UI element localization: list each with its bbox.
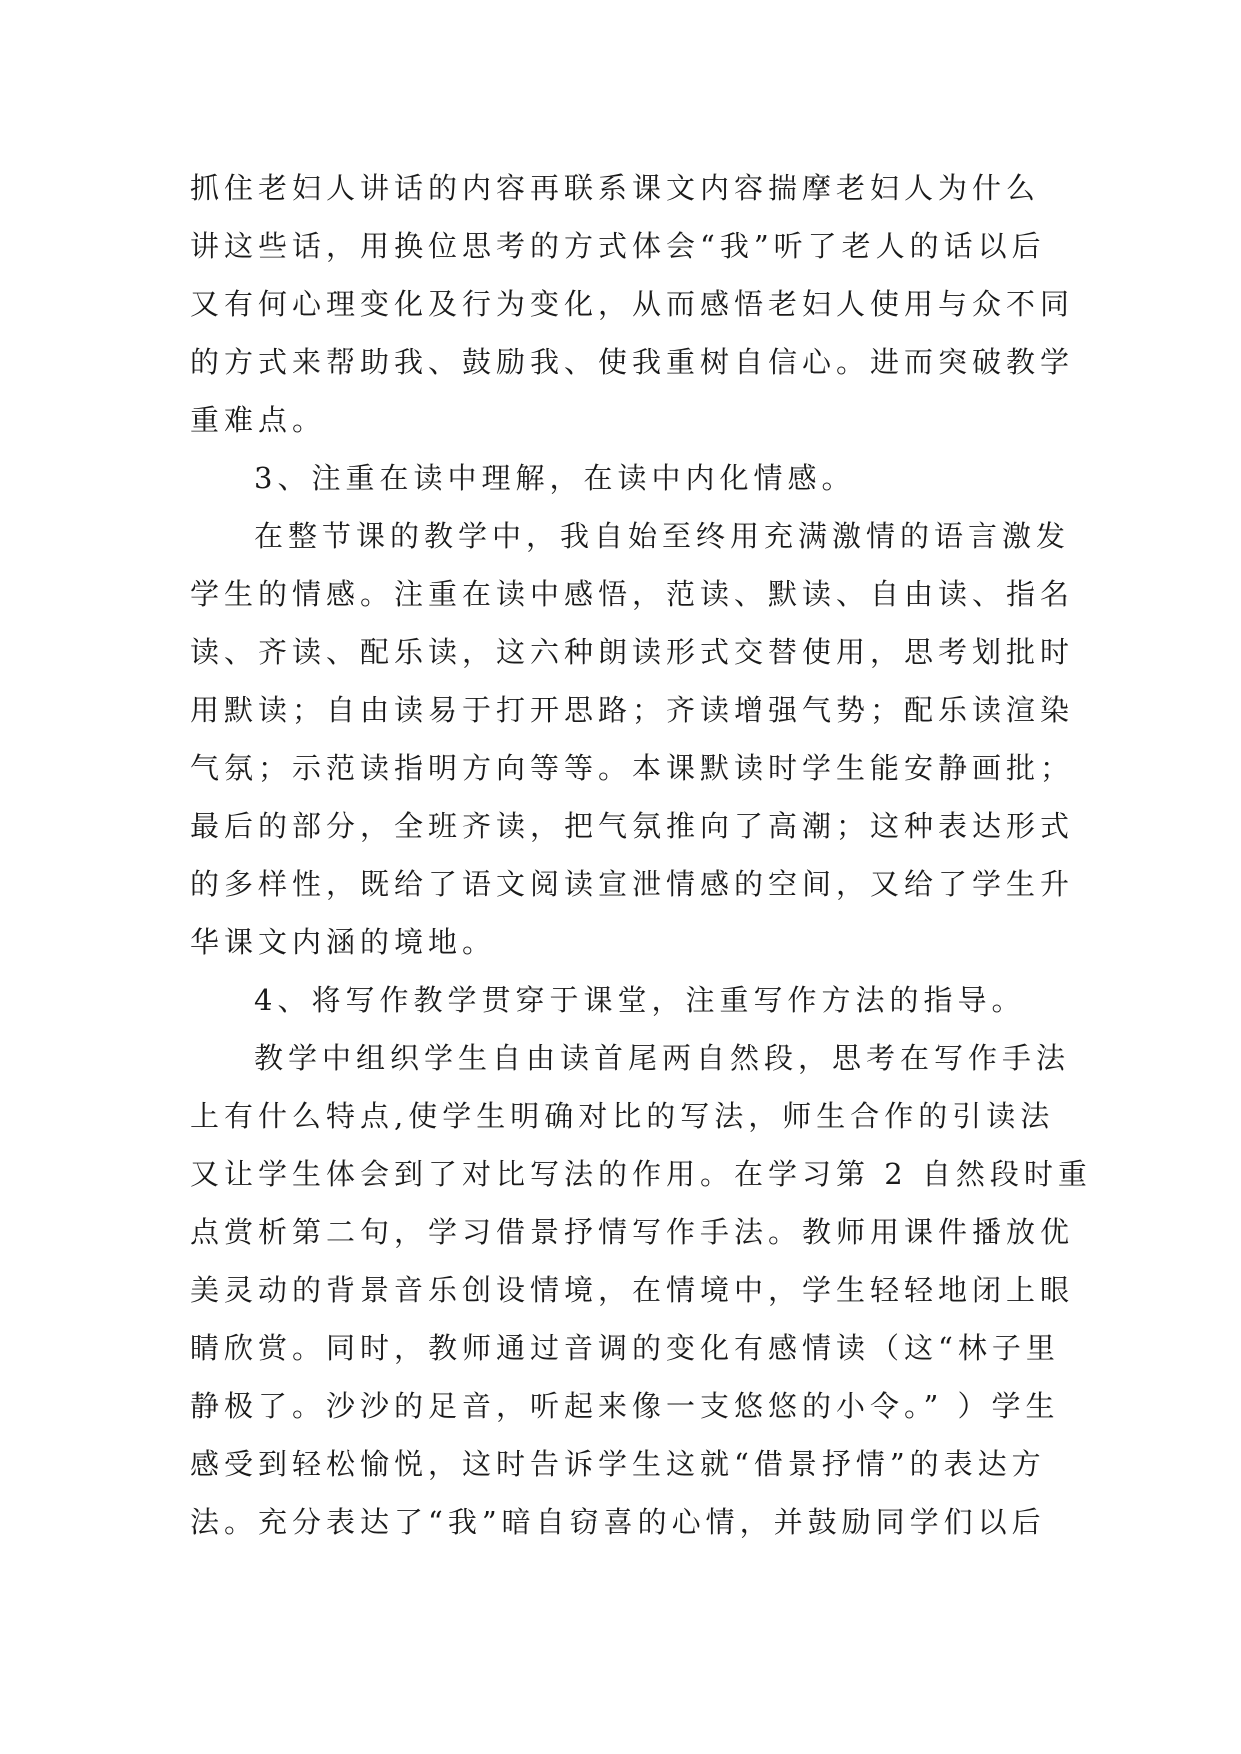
text-line: 用默读；自由读易于打开思路；齐读增强气势；配乐读渲染 xyxy=(190,693,1075,727)
text-line: 最后的部分，全班齐读，把气氛推向了高潮；这种表达形式 xyxy=(190,809,1075,843)
text-line: 上有什么特点,使学生明确对比的写法，师生合作的引读法 xyxy=(190,1099,1055,1133)
section-heading: 3、注重在读中理解，在读中内化情感。 xyxy=(254,461,856,495)
text-line: 讲这些话，用换位思考的方式体会“我”听了老人的话以后 xyxy=(190,229,1046,263)
text-line: 抓住老妇人讲话的内容再联系课文内容揣摩老妇人为什么 xyxy=(190,171,1041,205)
text-line: 的多样性，既给了语文阅读宣泄情感的空间，又给了学生升 xyxy=(190,867,1075,901)
text-line: 点赏析第二句，学习借景抒情写作手法。教师用课件播放优 xyxy=(190,1215,1075,1249)
text-line: 的方式来帮助我、鼓励我、使我重树自信心。进而突破教学 xyxy=(190,345,1075,379)
text-line: 美灵动的背景音乐创设情境，在情境中，学生轻轻地闭上眼 xyxy=(190,1273,1075,1307)
text-line: 华课文内涵的境地。 xyxy=(190,925,497,959)
text-line: 在整节课的教学中，我自始至终用充满激情的语言激发 xyxy=(254,519,1071,553)
text-line: 又让学生体会到了对比写法的作用。在学习第 2 自然段时重 xyxy=(190,1157,1092,1191)
text-line: 静极了。沙沙的足音，听起来像一支悠悠的小令。” ）学生 xyxy=(190,1389,1060,1423)
text-line: 学生的情感。注重在读中感悟，范读、默读、自由读、指名 xyxy=(190,577,1075,611)
section-heading: 4、将写作教学贯穿于课堂，注重写作方法的指导。 xyxy=(254,983,1026,1017)
text-line: 又有何心理变化及行为变化，从而感悟老妇人使用与众不同 xyxy=(190,287,1075,321)
text-line: 重难点。 xyxy=(190,403,327,437)
text-line: 感受到轻松愉悦，这时告诉学生这就“借景抒情”的表达方 xyxy=(190,1447,1046,1481)
text-line: 教学中组织学生自由读首尾两自然段，思考在写作手法 xyxy=(254,1041,1071,1075)
text-line: 读、齐读、配乐读，这六种朗读形式交替使用，思考划批时 xyxy=(190,635,1075,669)
text-line: 气氛；示范读指明方向等等。本课默读时学生能安静画批； xyxy=(190,751,1075,785)
text-line: 法。充分表达了“我”暗自窃喜的心情，并鼓励同学们以后 xyxy=(190,1505,1046,1539)
text-line: 睛欣赏。同时，教师通过音调的变化有感情读（这“林子里 xyxy=(190,1331,1060,1365)
